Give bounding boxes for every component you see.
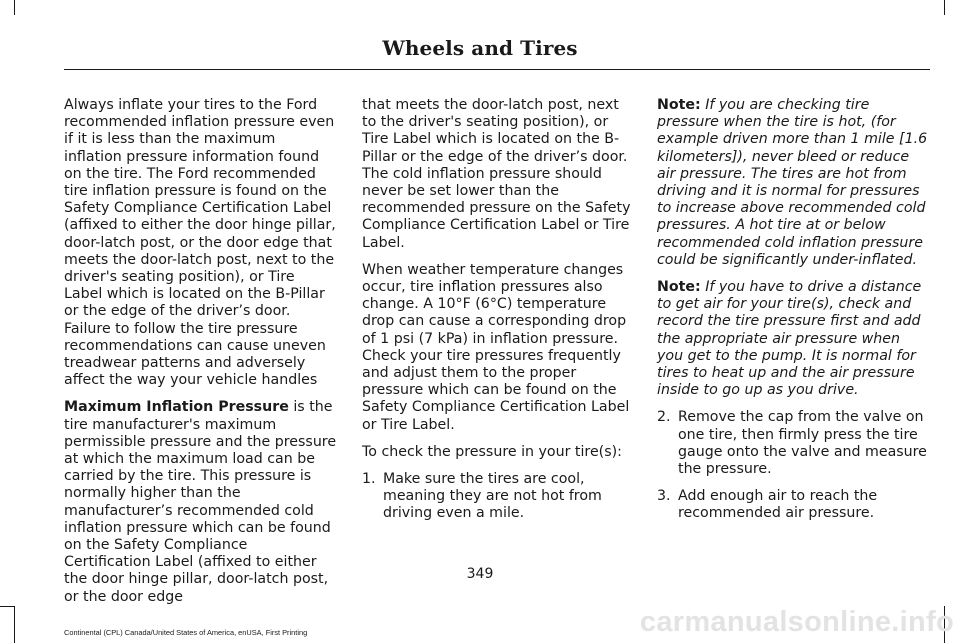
header-rule xyxy=(64,69,930,70)
paragraph-temperature: When weather temperature changes occur, tire inflation pressures also change. A 10°F (6°C) temperature drop can cause a corresponding drop of 1 psi (7 kPa) in inflation pressure. Check your tire pressures frequently and adjust them to the proper pressure which can be found on the Safety Compliance Certification Label or Tire Label. xyxy=(362,261,630,433)
crop-mark-bottom-left-h xyxy=(0,606,14,607)
max-inflation-text: is the tire manufacturer's maximum permissible pressure and the pressure at which the maximum load can be carried by the tire. This pressure is normally higher than the manufacturer’s recommended cold inflation pressure which can be found on the Safety Compliance Certification Label (affixed to either the door hinge pillar, door-latch post, or the door edge xyxy=(64,399,337,605)
step-3-text: Add enough air to reach the recommended air pressure. xyxy=(678,488,878,522)
watermark: carmanualsonline.info xyxy=(639,606,954,638)
step-1-text: Make sure the tires are cool, meaning they are not hot from driving even a mile. xyxy=(383,471,602,522)
crop-mark-bottom-left xyxy=(14,606,15,643)
note-drive-distance-text: If you have to drive a distance to get air for your tire(s), check and record the tire pressure first and add the appropriate air pressure when you get to the pump. It is normal for tires to heat up and the air pressure inside to go up as you drive. xyxy=(657,279,922,399)
step-2-number: 2. xyxy=(657,409,671,426)
step-3-number: 3. xyxy=(657,488,671,505)
page-number: 349 xyxy=(466,566,494,582)
term-max-inflation: Maximum Inflation Pressure xyxy=(64,399,289,416)
footer-printing-info: Continental (CPL) Canada/United States of America, enUSA, First Printing xyxy=(64,628,308,637)
note-label: Note: xyxy=(657,279,701,296)
note-drive-distance xyxy=(657,279,930,399)
note-label: Note: xyxy=(657,97,701,113)
paragraph-check-intro: To check the pressure in your tire(s): xyxy=(362,443,622,460)
step-2 xyxy=(657,409,930,478)
paragraph-inflate: Always inflate your tires to the Ford recommended inflation pressure even if it is less than the maximum inflation pressure information found on the tire. The Ford recommended tire inflation pressure is found on the Safety Compliance Certification Label (affixed to either the door hinge pillar, door-latch post, or the door edge that meets the door-latch post, next to the driver's seating position), or Tire Label which is located on the B-Pillar or the edge of the driver’s door. Failure to follow the tire pressure recommendations can cause uneven treadwear patterns and adversely affect the way your vehicle handles xyxy=(64,97,336,389)
step-1 xyxy=(362,471,635,523)
step-3 xyxy=(657,488,930,522)
page-title: Wheels and Tires xyxy=(382,36,578,60)
column-1 xyxy=(64,97,337,616)
crop-mark-top-left xyxy=(14,0,15,15)
step-2-text: Remove the cap from the valve on one tire, then firmly press the tire gauge onto the valve and measure the pressure. xyxy=(678,409,927,478)
column-3 xyxy=(657,97,930,533)
note-hot-tire-text: If you are checking tire pressure when the tire is hot, (for example driven more than 1 mile [1.6 kilometers]), never bleed or reduce air pressure. The tires are hot from driving and it is normal for pressures to increase above recommended cold pressures. A hot tire at or below recommended cold inflation pressure could be significantly under-inflated. xyxy=(657,97,928,268)
step-1-number: 1. xyxy=(362,471,376,488)
column-2 xyxy=(362,97,635,533)
note-hot-tire xyxy=(657,97,930,269)
paragraph-cold-pressure: that meets the door-latch post, next to the driver's seating position), or Tire Label which is located on the B-Pillar or the edge of the driver’s door. The cold inflation pressure should never be set lower than the recommended pressure on the Safety Compliance Certification Label or Tire Label. xyxy=(362,97,631,251)
crop-mark-top-right xyxy=(944,0,945,15)
